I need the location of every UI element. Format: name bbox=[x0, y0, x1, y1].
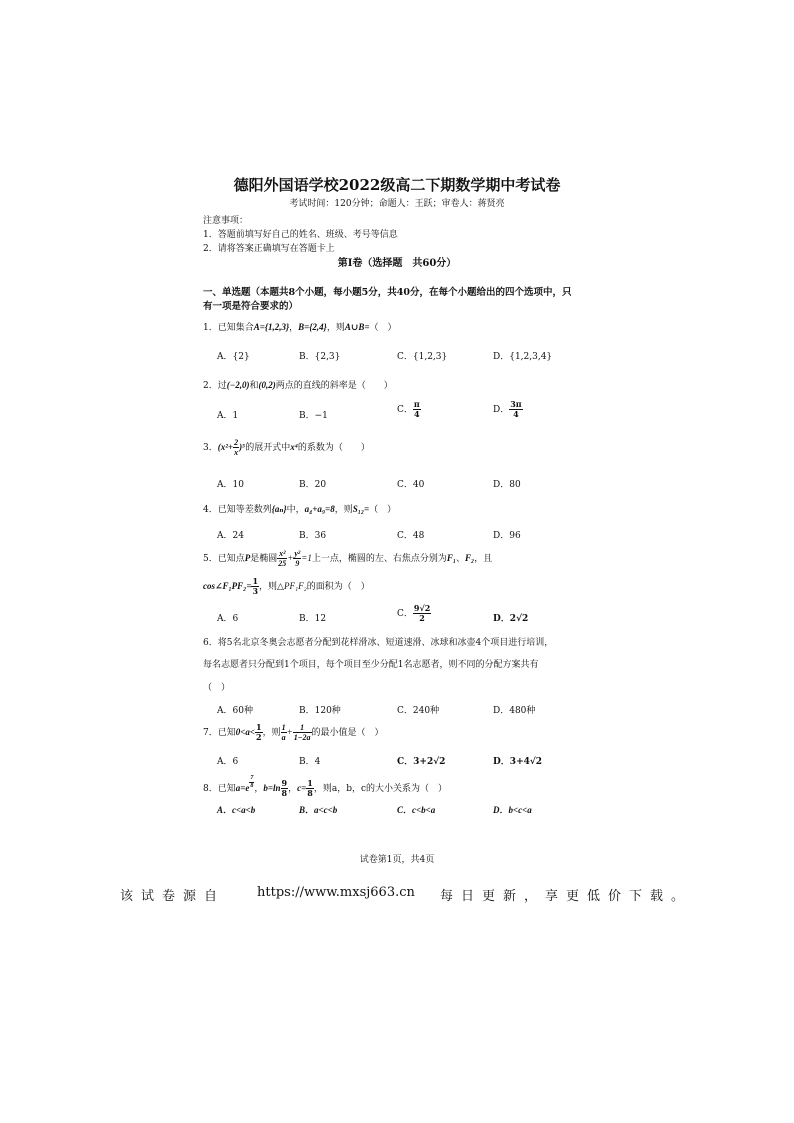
notes-heading: 注意事项： bbox=[203, 216, 249, 226]
q6-option-a: A．60种 bbox=[217, 706, 253, 716]
question-1: 1．已知集合A={1,2,3}，B={2,4}，则A∪B=（ ） bbox=[203, 322, 397, 333]
q7-option-b: B．4 bbox=[299, 757, 321, 767]
question-2: 2．过(−2,0)和(0,2)两点的直线的斜率是（ ） bbox=[203, 380, 393, 391]
q7-option-d: D．3+4√2 bbox=[493, 757, 543, 767]
q7-option-a: A．6 bbox=[217, 757, 239, 767]
question-6-line2: 每名志愿者只分配到1个项目，每个项目至少分配1名志愿者，则不同的分配方案共有 bbox=[203, 660, 539, 670]
q3-option-a: A．10 bbox=[217, 480, 244, 490]
section-heading-line1: 一、单选题（本题共8个小题，每小题5分，共40分，在每个小题给出的四个选项中，只 bbox=[203, 287, 572, 298]
q2-option-d: D． $\frac{3\pi}{4}$ bbox=[493, 399, 522, 419]
q3-option-c: C．40 bbox=[397, 480, 425, 490]
q6-option-d: D．480种 bbox=[493, 706, 536, 716]
question-5-line1: 5．已知点P是椭圆 $\frac{\text{x²}}{25}$ + $\frac{\text{y²}}{9}$ =1上一点，椭圆的左、右焦点分别为F₁、F₂，且 bbox=[203, 549, 493, 568]
q2-option-b: B．−1 bbox=[299, 411, 328, 421]
exam-info: 考试时间：120分钟；命题人：王跃；审卷人：蒋贤亮 bbox=[289, 199, 505, 209]
q4-option-d: D．96 bbox=[493, 531, 521, 541]
question-6-line3: （ ） bbox=[203, 683, 231, 693]
q4-option-c: C．48 bbox=[397, 531, 425, 541]
q1-option-a: A．{2} bbox=[217, 352, 250, 362]
q8-option-d: D．b<c<a bbox=[493, 805, 532, 815]
q8-option-b: B．a<c<b bbox=[299, 805, 338, 815]
exam-title: 德阳外国语学校2022级高二下期数学期中考试卷 bbox=[233, 176, 561, 194]
q4-option-a: A．24 bbox=[217, 531, 244, 541]
question-4: 4．已知等差数列{aₙ}中，a₄+a₉=8，则S₁₂=（ ） bbox=[203, 504, 397, 515]
question-3: 3．(x²+ $\frac{2}{x}$ )⁵的展开式中x⁴的系数为（ ） bbox=[203, 438, 370, 457]
question-6-line1: 6．将5名北京冬奥会志愿者分配到花样滑冰、短道速滑、冰球和冰壶4个项目进行培训， bbox=[203, 638, 554, 648]
q1-option-b: B．{2,3} bbox=[299, 352, 341, 362]
q6-option-b: B．120种 bbox=[299, 706, 341, 716]
q6-option-c: C．240种 bbox=[397, 706, 440, 716]
part-heading: 第Ⅰ卷（选择题 共60分） bbox=[337, 258, 457, 269]
q5-option-b: B．12 bbox=[299, 614, 327, 624]
promo-left: 该试卷源自 bbox=[120, 889, 226, 904]
q5-option-a: A．6 bbox=[217, 614, 239, 624]
q1-option-c: C．{1,2,3} bbox=[397, 352, 448, 362]
q3-option-d: D．80 bbox=[493, 480, 521, 490]
notes-item-1: 1．答题前填写好自己的姓名、班级、考号等信息 bbox=[203, 230, 398, 240]
q2-option-c: C． $\frac{\pi}{4}$ bbox=[397, 399, 420, 419]
q5-option-c: C． $\frac{9√2}{2}$ bbox=[397, 603, 431, 623]
q8-option-c: C．c<b<a bbox=[397, 805, 436, 815]
question-8: 8．已知a=e $\frac{7}{8}$ ，b=ln $\frac{9}{8}$ ，c= $\frac{1}{8}$ ，则a，b，c的大小关系为（ ） bbox=[203, 775, 447, 798]
promo-url-link[interactable]: https://www.mxsj663.cn bbox=[257, 885, 415, 900]
q5-option-d: D．2√2 bbox=[493, 614, 529, 624]
q1-option-d: D．{1,2,3,4} bbox=[493, 352, 553, 362]
q3-option-b: B．20 bbox=[299, 480, 327, 490]
q7-option-c: C．3+2√2 bbox=[397, 757, 446, 767]
q4-option-b: B．36 bbox=[299, 531, 327, 541]
q8-option-a: A．c<a<b bbox=[217, 805, 256, 815]
q2-option-a: A．1 bbox=[217, 411, 239, 421]
page-footer: 试卷第1页，共4页 bbox=[359, 855, 435, 865]
question-5-line2: cos∠F₁PF₂= $\frac{1}{3}$ ，则△PF₁F₂的面积为（ ） bbox=[203, 576, 370, 596]
section-heading-line2: 有一项是符合要求的） bbox=[203, 301, 299, 312]
notes-item-2: 2．请将答案正确填写在答题卡上 bbox=[203, 244, 335, 254]
promo-right: 每日更新，享更低价下载。 bbox=[440, 889, 693, 904]
question-7: 7．已知0<a< $\frac{1}{2}$ ，则 $\frac{1}{a}$ + $\frac{1}{1-2a}$ 的最小值是（ ） bbox=[203, 722, 384, 742]
